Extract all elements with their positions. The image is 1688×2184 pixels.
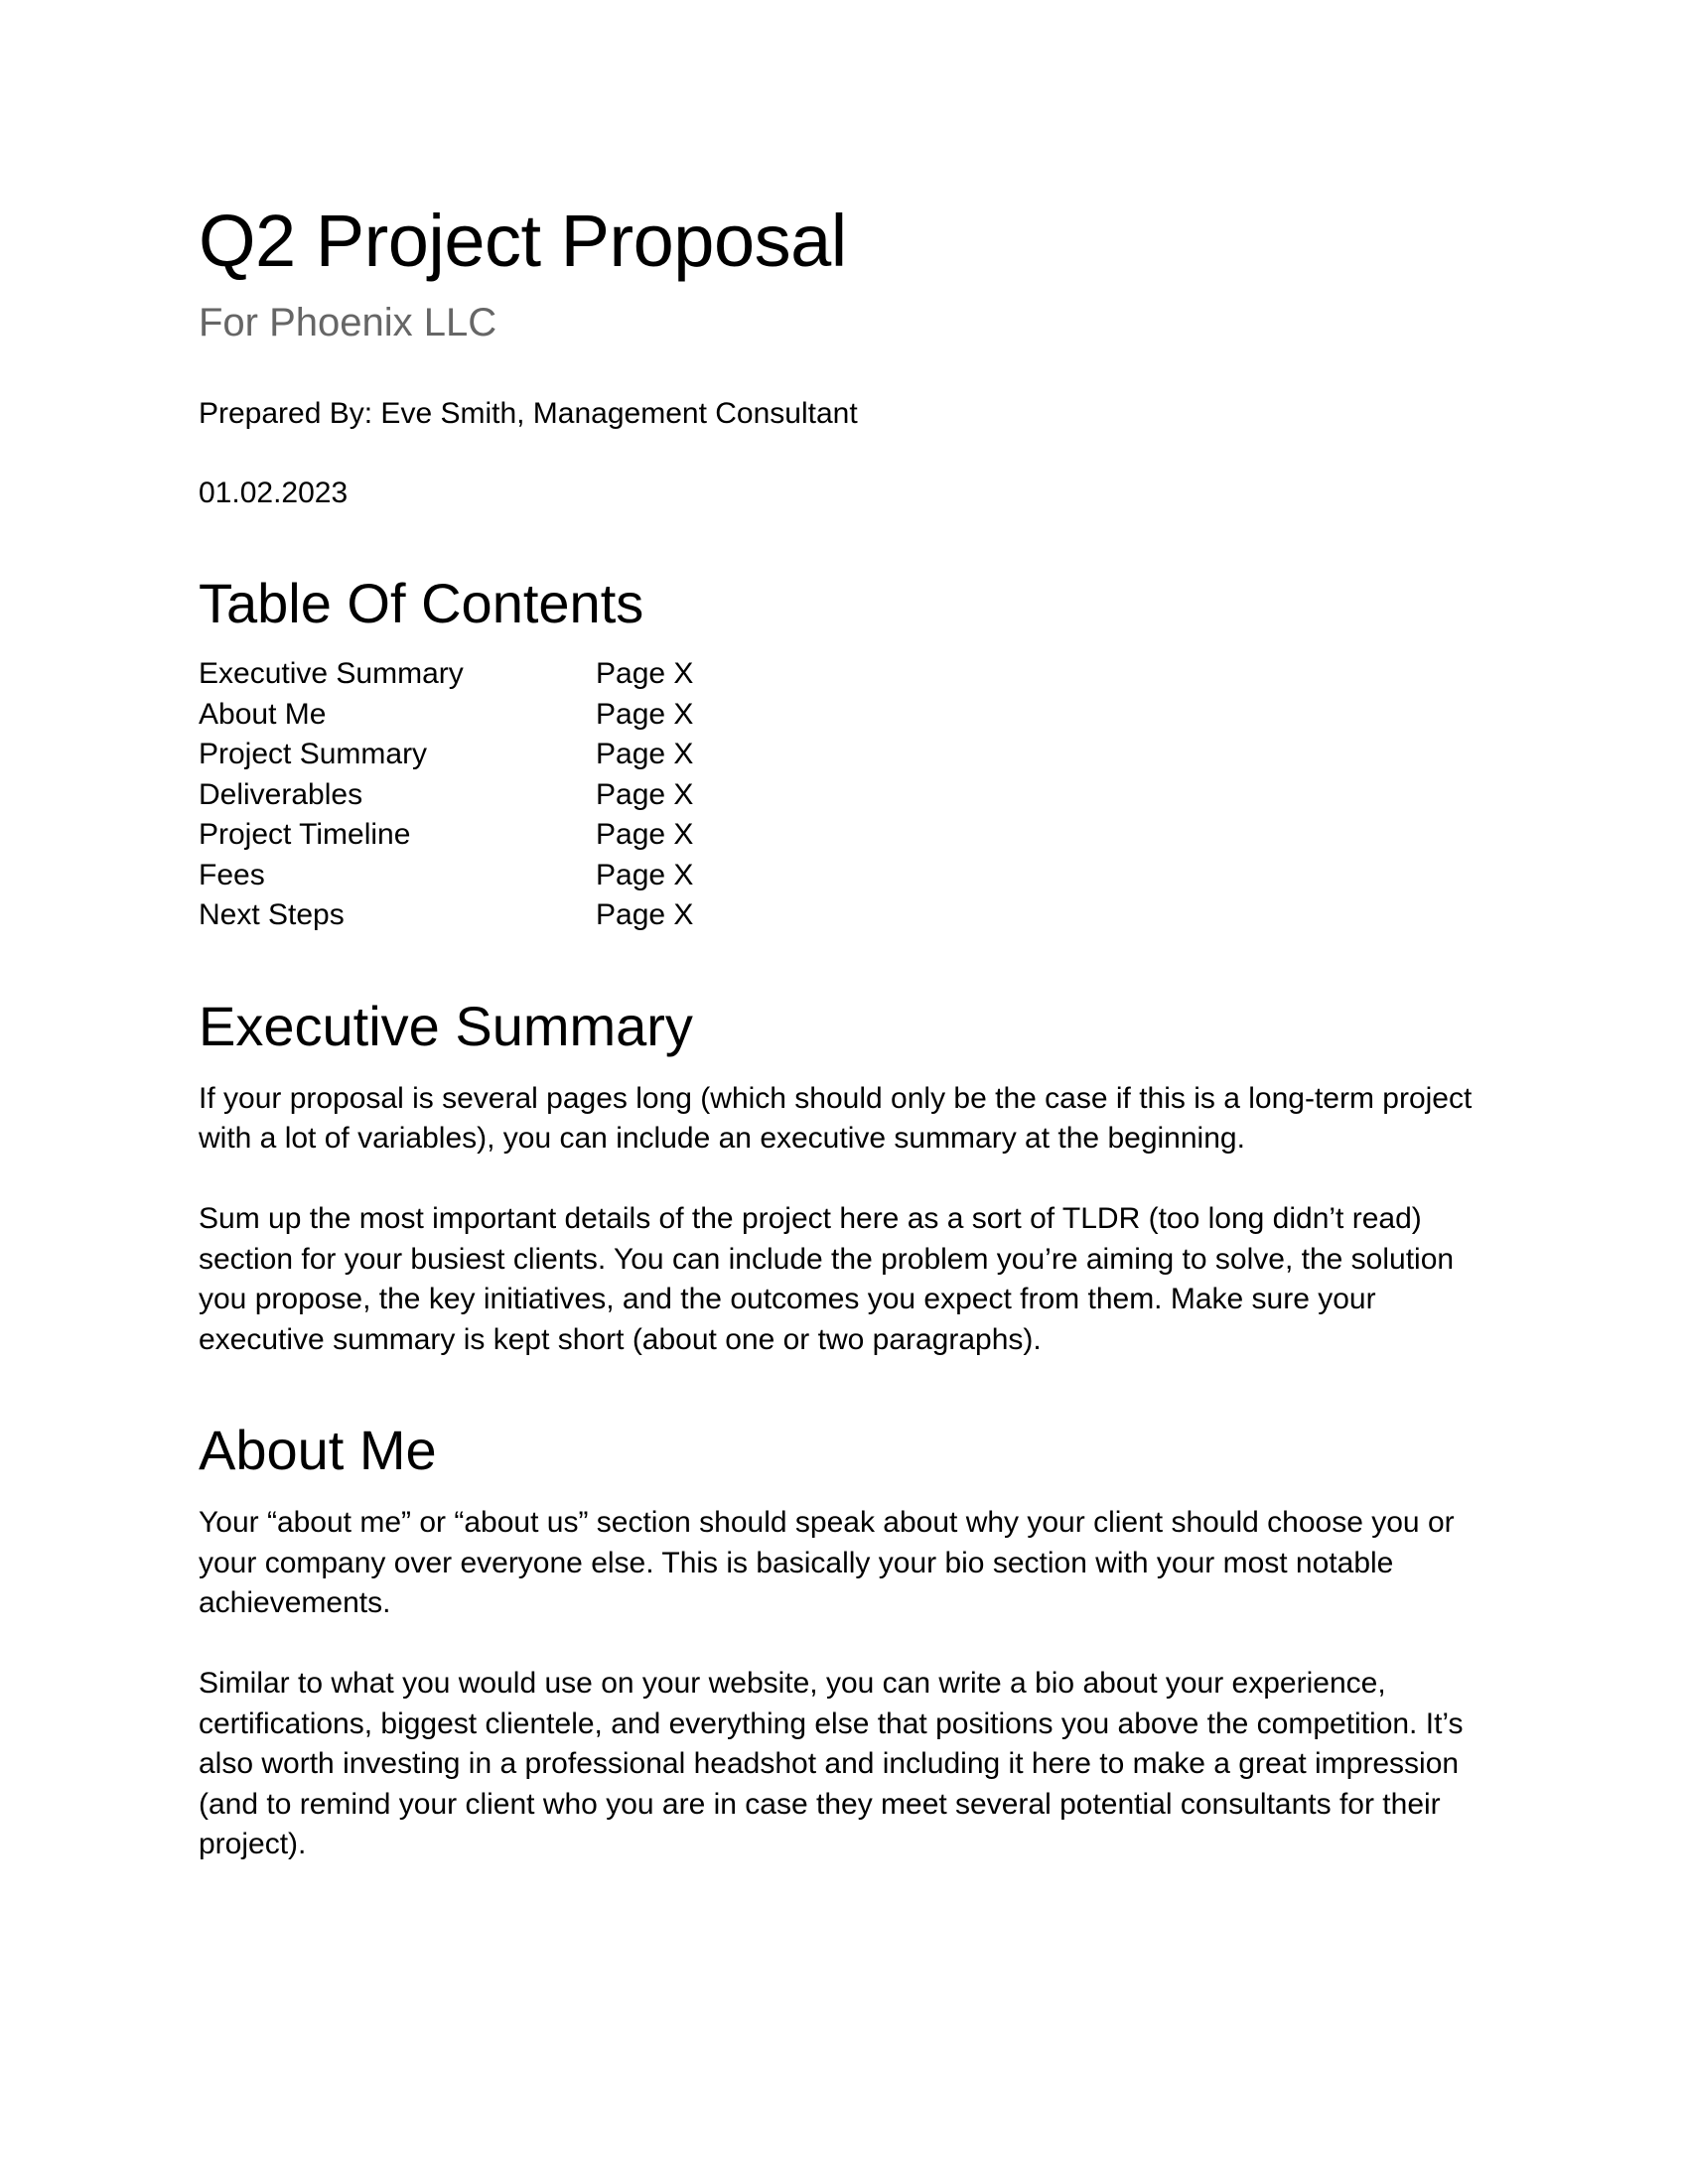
document-date: 01.02.2023 — [199, 477, 349, 509]
toc-item-page: Page X — [596, 738, 694, 770]
toc-item-name: Project Summary — [199, 738, 428, 770]
toc-item-name: Project Timeline — [199, 818, 411, 851]
toc-item-page: Page X — [596, 777, 694, 811]
toc-item-page: Page X — [596, 657, 694, 690]
toc-item-deliverables — [199, 775, 1509, 816]
toc-item-project-summary — [199, 735, 1509, 775]
toc-heading: Table Of Contents — [199, 572, 644, 634]
about-me-paragraph: Your “about me” or “about us” section should speak about why your client should choose you or your company over everyone else. This is basically your bio section with your most notable achievements. — [199, 1506, 1455, 1619]
toc-item-fees — [199, 856, 1509, 896]
toc-item-page: Page X — [596, 818, 694, 851]
toc-item-page: Page X — [596, 898, 694, 931]
toc-item-page: Page X — [596, 858, 694, 891]
toc-item-name: Deliverables — [199, 777, 363, 811]
toc-item-name: Next Steps — [199, 898, 345, 931]
toc-item-name: About Me — [199, 697, 327, 731]
document-subtitle: For Phoenix LLC — [199, 301, 497, 344]
toc-item-next-steps — [199, 895, 1509, 936]
toc-item-about-me — [199, 695, 1509, 736]
about-me-paragraph: Similar to what you would use on your website, you can write a bio about your experience, certifications, biggest clientele, and everything else that positions you above the competition. It’s also worth investing in a professional headshot and including it here to make a great impression (and to remind your client who you are in case they meet several potential consultants for their project). — [199, 1667, 1464, 1860]
executive-summary-paragraph: Sum up the most important details of the project here as a sort of TLDR (too long didn’t read) section for your busiest clients. You can include the problem you’re aiming to solve, the solution you propose, the key initiatives, and the outcomes you expect from them. Make sure your executive summary is kept short (about one or two paragraphs). — [199, 1202, 1455, 1356]
toc-item-name: Executive Summary — [199, 657, 464, 690]
prepared-by: Prepared By: Eve Smith, Management Consultant — [199, 397, 858, 430]
document-title: Q2 Project Proposal — [199, 200, 847, 282]
executive-summary-heading: Executive Summary — [199, 994, 693, 1057]
document-page — [199, 194, 1509, 1865]
about-me-heading: About Me — [199, 1419, 437, 1481]
toc-item-project-timeline — [199, 815, 1509, 856]
toc-item-executive-summary — [199, 654, 1509, 695]
toc-item-page: Page X — [596, 697, 694, 731]
toc-item-name: Fees — [199, 858, 265, 891]
executive-summary-paragraph: If your proposal is several pages long (which should only be the case if this is a long-term project with a lot of variables), you can include an executive summary at the beginning. — [199, 1081, 1473, 1155]
table-of-contents — [199, 654, 1509, 936]
